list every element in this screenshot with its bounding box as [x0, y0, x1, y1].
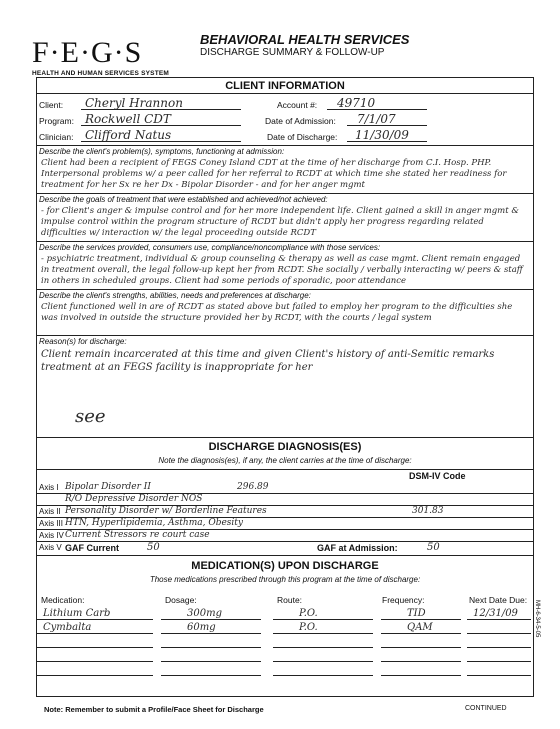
- footer-note: Note: Remember to submit a Profile/Face Sheet for Discharge: [44, 705, 264, 714]
- col-medication: Medication:: [41, 595, 85, 605]
- discharge-date-field[interactable]: 11/30/09: [355, 128, 409, 142]
- axis-row: [37, 494, 533, 506]
- dsm-code-header-row: [37, 470, 533, 482]
- section-answer[interactable]: Client remain incarcerated at this time and given Client's history of anti-Semitic remarks treatment at an FEGS facility is inappropriate for her: [41, 349, 495, 373]
- axis-row: Axis I Bipolar Disorder II 296.89: [37, 482, 533, 494]
- route-field[interactable]: P.O.: [299, 608, 318, 619]
- section-question: Describe the client's problem(s), symptoms, functioning at admission:: [39, 147, 285, 156]
- form-number: MH-6-34-5-05: [534, 600, 540, 638]
- client-name-field[interactable]: Cheryl Hrannon: [85, 96, 183, 110]
- page-title: BEHAVIORAL HEALTH SERVICES: [200, 32, 410, 47]
- client-info-heading: CLIENT INFORMATION: [37, 78, 533, 94]
- gaf-current-field[interactable]: 50: [147, 542, 160, 553]
- discharge-reason-section: [37, 336, 533, 438]
- section-question: Describe the services provided, consumers use, compliance/noncompliance with those services:: [39, 243, 381, 252]
- frequency-field[interactable]: QAM: [407, 622, 433, 633]
- continued-label: CONTINUED: [465, 705, 507, 712]
- dsm-code-heading: DSM-IV Code: [409, 471, 466, 481]
- strengths-section: [37, 290, 533, 336]
- medication-name-field[interactable]: Cymbalta: [43, 622, 92, 633]
- col-frequency: Frequency:: [382, 595, 425, 605]
- axis-diagnosis-field[interactable]: Personality Disorder w/ Borderline Features: [65, 506, 267, 516]
- medications-subheading: Those medications prescribed through this program at the time of discharge:: [149, 575, 421, 584]
- col-dosage: Dosage:: [165, 595, 197, 605]
- medication-name-field[interactable]: Lithium Carb: [43, 608, 111, 619]
- handwritten-see-note: see: [75, 406, 106, 427]
- medications-header: [37, 556, 533, 590]
- admission-date-field[interactable]: 7/1/07: [357, 112, 396, 126]
- axis-row: Axis IV Current Stressors re court case: [37, 530, 533, 542]
- axis-diagnosis-field[interactable]: Current Stressors re court case: [65, 530, 210, 540]
- dosage-field[interactable]: 300mg: [187, 608, 222, 619]
- program-field[interactable]: Rockwell CDT: [85, 112, 171, 126]
- fegs-logo: F·E·G·S: [32, 36, 143, 69]
- gaf-admission-field[interactable]: 50: [427, 542, 440, 553]
- diagnosis-header: [37, 438, 533, 470]
- medications-heading: MEDICATION(S) UPON DISCHARGE: [191, 560, 379, 572]
- col-next-date: Next Date Due:: [469, 595, 528, 605]
- services-section: [37, 242, 533, 290]
- clinician-label: Clinician:: [39, 132, 74, 142]
- frequency-field[interactable]: TID: [407, 608, 426, 619]
- axis-row: Axis II Personality Disorder w/ Borderline Features 301.83: [37, 506, 533, 518]
- account-field[interactable]: 49710: [337, 96, 376, 110]
- section-question: Reason(s) for discharge:: [39, 337, 127, 346]
- route-field[interactable]: P.O.: [299, 622, 318, 633]
- gaf-row: Axis V GAF Current 50 GAF at Admission: 50: [37, 542, 533, 556]
- problems-section: [37, 146, 533, 194]
- admission-date-label: Date of Admission:: [265, 116, 336, 126]
- program-label: Program:: [39, 116, 74, 126]
- diagnosis-note: Note the diagnosis(es), if any, the client carries at the time of discharge:: [158, 456, 412, 465]
- gaf-current-label: GAF Current: [65, 543, 119, 553]
- dsm-code-field[interactable]: 301.83: [412, 506, 444, 516]
- discharge-form: [36, 77, 534, 697]
- section-question: Describe the goals of treatment that were established and achieved/not achieved:: [39, 195, 328, 204]
- page-subtitle: DISCHARGE SUMMARY & FOLLOW-UP: [200, 47, 385, 58]
- goals-section: [37, 194, 533, 242]
- col-route: Route:: [277, 595, 303, 605]
- diagnosis-heading: DISCHARGE DIAGNOSIS(ES): [208, 441, 362, 453]
- axis-inline-code[interactable]: 296.89: [237, 482, 269, 492]
- discharge-date-label: Date of Discharge:: [267, 132, 338, 142]
- clinician-field[interactable]: Clifford Natus: [85, 128, 172, 142]
- section-answer[interactable]: - psychiatric treatment, individual & group counseling & therapy as well as case mgmt. Client remain engaged in treatment overall, the legal follow-up kept her from RCDT. She socially / verbally interacting w/ peers & staff in others in scheduled groups. Client had some periods of sporadic, poor attendance: [41, 254, 523, 286]
- dosage-field[interactable]: 60mg: [187, 622, 216, 633]
- client-label: Client:: [39, 100, 64, 110]
- logo-subtitle: HEALTH AND HUMAN SERVICES SYSTEM: [32, 70, 170, 77]
- account-label: Account #:: [277, 100, 318, 110]
- gaf-admission-label: GAF at Admission:: [317, 543, 398, 553]
- axis-diagnosis-field[interactable]: HTN, Hyperlipidemia, Asthma, Obesity: [65, 518, 243, 528]
- section-answer[interactable]: - for Client's anger & impulse control and for her more independent life. Client gained a skill in anger mgmt & impulse control within the program structure of RCDT but didn't apply her progress regarding related difficulties w/ interaction w/ the legal proceeding outside RCDT: [41, 206, 519, 238]
- next-date-field[interactable]: 12/31/09: [473, 608, 518, 619]
- section-answer[interactable]: Client functioned well in are of RCDT as stated above but failed to employ her program to the difficulties she was involved in outside the structure provided her by RCDT, with the courts / legal system: [41, 302, 513, 323]
- axis-diagnosis-field[interactable]: R/O Depressive Disorder NOS: [65, 494, 203, 504]
- axis-row: Axis III HTN, Hyperlipidemia, Asthma, Obesity: [37, 518, 533, 530]
- axis-diagnosis-field[interactable]: Bipolar Disorder II: [65, 482, 151, 492]
- section-question: Describe the client's strengths, abilities, needs and preferences at discharge:: [39, 291, 311, 300]
- section-answer[interactable]: Client had been a recipient of FEGS Coney Island CDT at the time of her discharge from C.I. Hosp. PHP. Interpersonal problems w/ a peer called for her referral to RCDT at which time she stated her readiness for treatment for her Sx re her Dx - Bipolar Disorder - and for her anger mgmt: [41, 158, 507, 190]
